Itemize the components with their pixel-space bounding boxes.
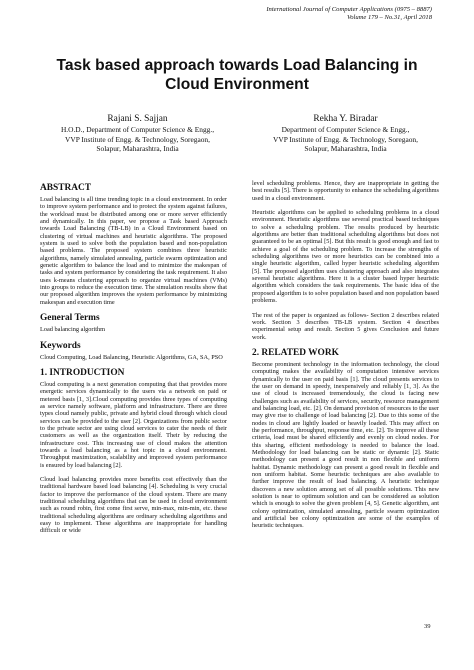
general-terms-heading: General Terms xyxy=(40,313,100,324)
journal-name: International Journal of Computer Applications (0975 – 8887) xyxy=(266,6,432,13)
journal-volume: Volume 179 – No.31, April 2018 xyxy=(346,14,432,21)
author-affiliation: Solapur, Maharashtra, India xyxy=(96,144,179,153)
introduction-heading: 1. INTRODUCTION xyxy=(40,367,125,378)
general-terms-text: Load balancing algorithm xyxy=(40,326,106,334)
author-block-2 xyxy=(238,113,453,154)
author-affiliation: Solapur, Maharashtra, India xyxy=(304,144,387,153)
author-affiliation: VVP Institute of Engg. & Technology, Soregaon, xyxy=(65,134,210,144)
right-column xyxy=(252,180,439,530)
left-column xyxy=(40,183,227,535)
introduction-paragraph: Cloud computing is a next generation computing that that provides more energetic services dynamically to the users via a network on paid or metered basis [1, 3].Cloud computing provides three types of computing as service namely software, platform and infrastructure. There are three types cloud namely public, private and hybrid cloud through which cloud services can be provided to the user [2]. Organizations from public sector to the private sector are using cloud services to cater the needs of their customers as well as the organization itself. Their by reducing the infrastructure cost. This increasing use of cloud makes the attention towards a load balancing as a hot topic in a cloud environment. Throughput maximization, scalability and improved system performance is ensured by load balancing [2]. xyxy=(40,380,227,469)
keywords-text: Cloud Computing, Load Balancing, Heuristic Algorithms, GA, SA, PSO xyxy=(40,353,223,361)
paper-title: Task based approach towards Load Balancing in Cloud Environment xyxy=(56,57,418,93)
author-name: Rajani S. Sajjan xyxy=(107,114,168,124)
body-paragraph: The rest of the paper is organized as follows- Section 2 describes related work. Section 3 describes TB-LB system. Section 4 describes experimental setup and result. Section 5 gives Conclusion and future work. xyxy=(252,311,439,341)
abstract-heading: ABSTRACT xyxy=(40,183,92,193)
page-number: 39 xyxy=(424,623,431,630)
introduction-paragraph: Cloud load balancing provides more benefits cost effectively than the traditional hardware based load balancing [4]. Scheduling is very crucial factor to improve the performance of the cloud system. There are many traditional scheduling algorithms that can be used in cloud environment such as round robin, first come first serve, min-max, min-min, etc. these traditional scheduling algorithms are ordinary scheduling algorithms and easy to implement. These algorithms are inappropriate for handling difficult or wide xyxy=(40,475,227,535)
related-work-paragraph: Become prominent technology in the information technology, the cloud computing makes the availability of computation intensive services dynamically to the user on paid basis [1]. The cloud presents services to the user on demand in speedy, inexpensively and reliably [1, 3]. As the use of cloud is increased tremendously, the cloud is facing new challenges such as availability of services, security, resource management and balancing load, etc. [2]. On demand provision of resources to the user may give rise to challenge of load balancing [2]. Due to this some of the nodes in cloud are lightly loaded or heavily loaded. This may affect on the performance, throughput, response time, etc. [2]. To improve all these criteria, load must be shared efficiently and evenly on cloud nodes. For this sharing, efficient methodology is needed to balance the load. Methodology for load balancing can be static or dynamic [2]. Static methodology can present a good result in non flexible and uniform habitat. Dynamic methodology can present a good result in flexible and non uniform habitat. Some heuristic techniques are also available to further improve the result of load balancing. A heuristic technique discovers a new solution among set of all possible solutions. This new solution is near to optimum solution and can be considered as solution which is enough to solve the given problem [4, 5]. Genetic algorithm, ant colony optimization, simulated annealing, particle swarm optimization and artificial bee colony optimization are some of the examples of heuristic techniques. xyxy=(252,360,439,530)
body-paragraph: Heuristic algorithms can be applied to scheduling problems in a cloud environment. Heuristic algorithms use several practical based techniques to solve a scheduling problem. The results produced by heuristic algorithms are better than traditional scheduling algorithms but does not guaranteed to be an optimal [5]. But this result is good enough and fast to achieve a goal of the scheduling problem. To increase the strengths of scheduling algorithms two or more heuristics can be combined into a single heuristic algorithm, called hyper heuristic scheduling algorithm [5]. The proposed algorithm uses clustering approach and also integrates several heuristic algorithms. Here it is a cluster based hyper heuristic algorithm which considers the task requirements. The basic idea of the proposed algorithm is to solve population based and non population based problems. xyxy=(252,209,439,305)
author-affiliation: H.O.D., Department of Computer Science & Engg., xyxy=(60,125,215,134)
body-paragraph: level scheduling problems. Hence, they are inappropriate in getting the best results [5]. There is opportunity to enhance the scheduling algorithms used in a cloud environment. xyxy=(252,180,439,202)
abstract-text: Load balancing is all time trending topic in a cloud environment. In order to improve system performance and to protect the system against failures, the workload must be distributed among one or more server efficiently and dynamically. In this paper, we propose a Task based Approach towards Load Balancing (TB-LB) in a Cloud Environment based on clustering of virtual machines and heuristic algorithms. The proposed system is used to solve both the population based and non-population based problems. The proposed system combines three heuristic algorithms, namely simulated annealing, particle swarm optimization and genetic algorithm to balance the load and to minimize the makespan of tasks and system performance by considering the task requirement. It also uses k-means clustering approach to organize virtual machines (VMs) into groups to reduce the execution time. The simulation results show that our proposed algorithm improves the system performance by minimizing makespan and execution time xyxy=(40,196,227,306)
keywords-heading: Keywords xyxy=(40,340,81,351)
author-affiliation: VVP Institute of Engg. & Technology, Soregaon, xyxy=(273,134,418,144)
author-block-1 xyxy=(30,113,245,154)
author-affiliation: Department of Computer Science & Engg., xyxy=(281,125,410,134)
author-name: Rekha Y. Biradar xyxy=(313,114,378,124)
journal-header xyxy=(266,6,432,22)
related-work-heading: 2. RELATED WORK xyxy=(252,347,339,358)
